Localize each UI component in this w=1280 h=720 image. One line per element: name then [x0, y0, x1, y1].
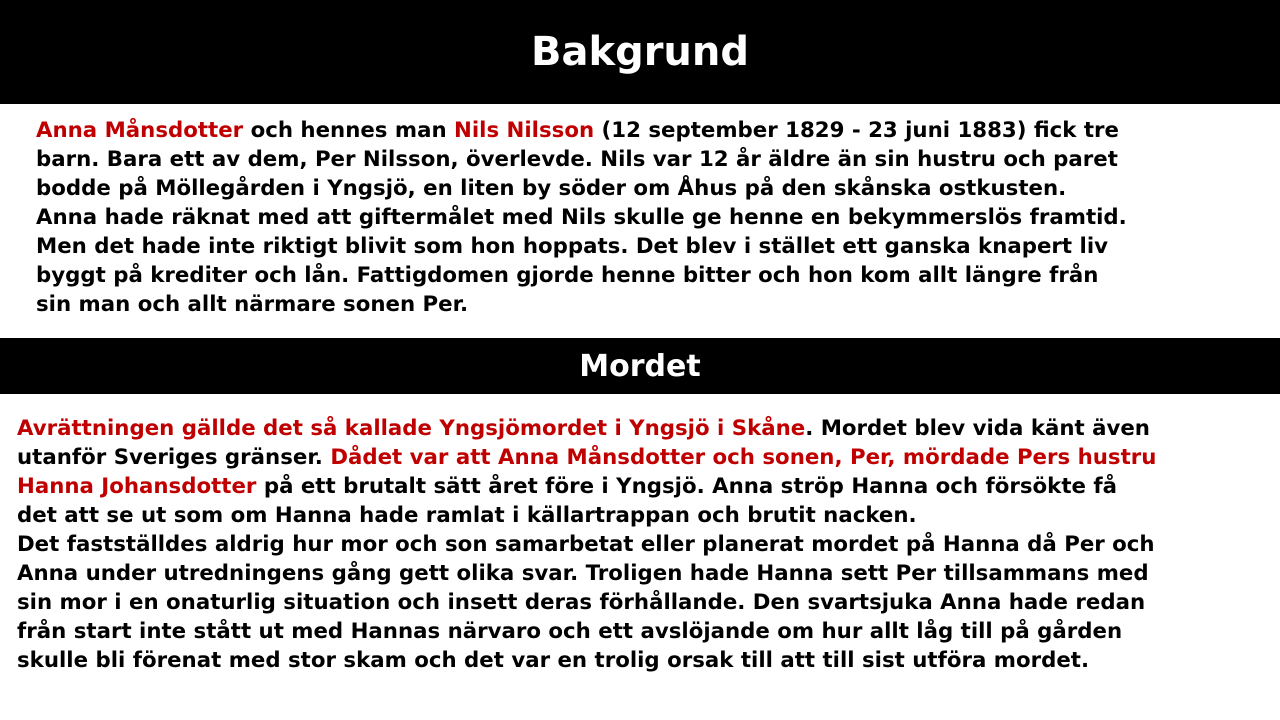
text-line — [36, 116, 1246, 145]
heading-bakgrund: Bakgrund — [0, 0, 1280, 104]
text-line: byggt på krediter och lån. Fattigdomen gjorde henne bitter och hon kom allt längre från — [36, 263, 1099, 288]
text-line — [17, 472, 1267, 501]
highlight-name-nils: Nils Nilsson — [454, 118, 595, 143]
text-span: (12 september 1829 - 23 juni 1883) fick tre — [594, 118, 1119, 143]
text-span: . Mordet blev vida känt även — [805, 416, 1150, 441]
paragraph-bakgrund — [36, 116, 1246, 319]
text-line: sin man och allt närmare sonen Per. — [36, 292, 469, 317]
highlight-text: Dådet var att Anna Månsdotter och sonen, Per, mördade Pers hustru — [330, 445, 1157, 470]
text-line — [17, 414, 1267, 443]
text-line: bodde på Möllegården i Yngsjö, en liten by söder om Åhus på den skånska ostkusten. — [36, 176, 1067, 201]
text-span: på ett brutalt sätt året före i Yngsjö. Anna ströp Hanna och försökte få — [256, 474, 1118, 499]
text-line — [17, 443, 1267, 472]
text-span: och hennes man — [243, 118, 455, 143]
text-line: Anna under utredningens gång gett olika svar. Troligen hade Hanna sett Per tillsammans med — [17, 561, 1149, 586]
text-line: barn. Bara ett av dem, Per Nilsson, överlevde. Nils var 12 år äldre än sin hustru och paret — [36, 147, 1118, 172]
text-line: sin mor i en onaturlig situation och insett deras förhållande. Den svartsjuka Anna hade redan — [17, 590, 1146, 615]
highlight-text: Avrättningen gällde det så kallade Yngsjömordet i Yngsjö i Skåne — [17, 416, 806, 441]
text-line: Anna hade räknat med att giftermålet med Nils skulle ge henne en bekymmerslös framtid. — [36, 205, 1127, 230]
text-line: det att se ut som om Hanna hade ramlat i källartrappan och brutit nacken. — [17, 503, 917, 528]
text-line: skulle bli förenat med stor skam och det var en trolig orsak till att till sist utföra mordet. — [17, 648, 1090, 673]
paragraph-mordet — [17, 414, 1267, 675]
text-line: Det fastställdes aldrig hur mor och son samarbetat eller planerat mordet på Hanna då Per och — [17, 532, 1155, 557]
text-span: utanför Sveriges gränser. — [17, 445, 331, 470]
text-line: från start inte stått ut med Hannas närvaro och ett avslöjande om hur allt låg till på gården — [17, 619, 1123, 644]
highlight-text: Hanna Johansdotter — [17, 474, 257, 499]
text-line: Men det hade inte riktigt blivit som hon hoppats. Det blev i stället ett ganska knapert liv — [36, 234, 1109, 259]
highlight-name-anna: Anna Månsdotter — [36, 118, 244, 143]
heading-mordet: Mordet — [0, 338, 1280, 394]
